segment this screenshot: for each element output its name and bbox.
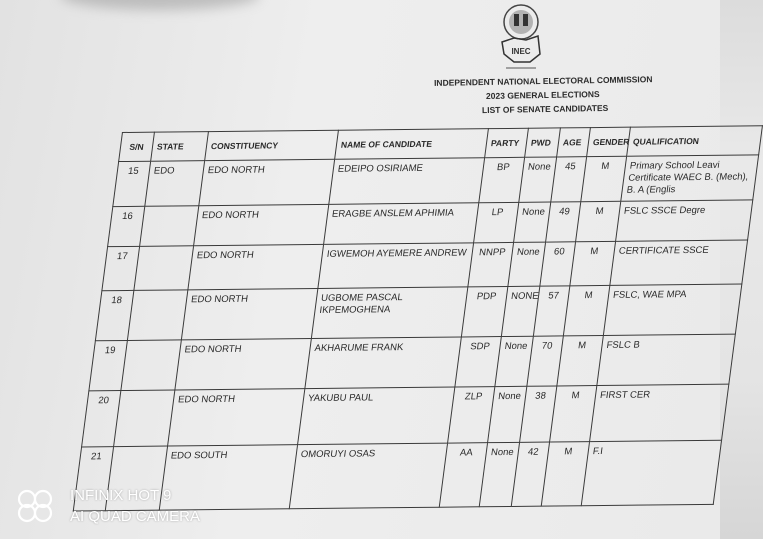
- cell-state: [140, 206, 199, 247]
- cell-sn: 20: [82, 391, 121, 447]
- cell-sn: 21: [73, 447, 113, 511]
- table-row: [113, 155, 759, 207]
- cell-sn: 15: [113, 161, 151, 206]
- cell-party: PDP: [461, 286, 508, 336]
- inec-logo-icon: [492, 2, 550, 76]
- cell-gender: M: [550, 386, 597, 442]
- cell-party: NNPP: [468, 242, 514, 286]
- cell-gender: M: [581, 156, 627, 201]
- cell-pwd: None: [495, 336, 534, 386]
- watermark-line-2: AI QUAD CAMERA: [70, 508, 201, 525]
- svg-text:INEC: INEC: [511, 47, 531, 56]
- cell-sn: 18: [95, 290, 134, 340]
- cell-sn: 19: [89, 340, 128, 390]
- cell-party: LP: [474, 202, 519, 242]
- watermark-line-1: INFINIX HOT 9: [70, 487, 172, 504]
- cell-age: 38: [520, 386, 557, 442]
- cell-gender: M: [557, 335, 604, 385]
- cell-pwd: NONE: [501, 286, 540, 336]
- cell-age: 60: [540, 242, 576, 286]
- cell-state: [114, 390, 175, 447]
- cell-pwd: None: [519, 157, 557, 202]
- cell-qualification: FSLC B: [597, 334, 735, 385]
- cell-gender: M: [570, 241, 616, 285]
- table-row: [82, 384, 729, 447]
- col-header-constituency: CONSTITUENCY: [205, 130, 339, 160]
- cell-name: UGBOME PASCAL IKPEMOGHENA: [311, 287, 467, 339]
- cell-pwd: None: [488, 386, 527, 442]
- cell-name: OMORUYI OSAS: [289, 443, 447, 509]
- cell-age: 42: [511, 442, 549, 506]
- cell-qualification: Primary School Leavi Certificate WAEC B. (Mech), B. A (Englis: [621, 155, 759, 201]
- col-header-qualification: QUALIFICATION: [627, 126, 763, 156]
- cell-pwd: None: [479, 442, 519, 506]
- col-header-name: NAME OF CANDIDATE: [335, 129, 489, 160]
- cell-party: AA: [439, 443, 487, 508]
- cell-name: EDEIPO OSIRIAME: [329, 158, 485, 205]
- table-row: [89, 334, 735, 391]
- candidates-table: [73, 125, 763, 511]
- cell-constituency: EDO NORTH: [175, 339, 311, 390]
- cell-gender: M: [541, 442, 589, 507]
- cell-age: 49: [546, 202, 581, 242]
- cell-state: [134, 246, 194, 291]
- cell-party: ZLP: [448, 387, 495, 443]
- cell-constituency: EDO NORTH: [194, 204, 329, 245]
- cell-state: EDO: [145, 161, 205, 207]
- col-header-party: PARTY: [485, 128, 529, 157]
- document-title: INDEPENDENT NATIONAL ELECTORAL COMMISSION: [433, 74, 653, 88]
- cell-qualification: CERTIFICATE SSCE: [610, 240, 748, 285]
- col-header-state: STATE: [151, 132, 209, 162]
- cell-sn: 16: [108, 206, 145, 246]
- cell-pwd: None: [514, 202, 551, 242]
- cell-constituency: EDO NORTH: [188, 244, 324, 289]
- cell-state: [121, 340, 182, 391]
- cell-name: AKHARUME FRANK: [305, 337, 461, 389]
- cell-gender: M: [576, 201, 621, 241]
- col-header-age: AGE: [557, 128, 591, 157]
- cell-age: 57: [533, 286, 570, 336]
- candidates-table-wrapper: [70, 125, 762, 532]
- cell-age: 45: [551, 157, 587, 202]
- cell-qualification: FSLC SSCE Degre: [616, 200, 753, 241]
- camera-brand-icon: [16, 487, 56, 523]
- cell-state: [127, 290, 188, 341]
- col-header-sn: S/N: [119, 132, 155, 161]
- col-header-gender: GENDER: [587, 127, 631, 156]
- cell-constituency: EDO NORTH: [168, 389, 305, 446]
- cell-gender: M: [563, 285, 610, 335]
- cell-party: SDP: [455, 337, 502, 387]
- cell-qualification: FIRST CER: [590, 384, 729, 441]
- cell-qualification: FSLC, WAE MPA: [603, 284, 741, 335]
- document-subtitle: 2023 GENERAL ELECTIONS: [485, 89, 600, 101]
- cell-name: ERAGBE ANSLEM APHIMIA: [324, 203, 479, 245]
- table-row: [108, 200, 753, 247]
- table-row: [102, 240, 748, 291]
- cell-constituency: EDO NORTH: [199, 159, 335, 205]
- cell-qualification: F.I: [581, 440, 721, 505]
- cell-pwd: None: [508, 242, 546, 286]
- document-list-title: LIST OF SENATE CANDIDATES: [481, 102, 609, 116]
- cell-age: 70: [527, 336, 564, 386]
- cell-constituency: EDO NORTH: [181, 288, 317, 339]
- cell-sn: 17: [102, 246, 140, 290]
- camera-watermark: [70, 485, 200, 527]
- cell-name: IGWEMOH AYEMERE ANDREW: [318, 243, 474, 289]
- cell-constituency: EDO SOUTH: [159, 445, 297, 510]
- col-header-pwd: PWD: [525, 128, 561, 157]
- cell-party: BP: [479, 157, 525, 202]
- shadow: [60, 0, 260, 10]
- cell-name: YAKUBU PAUL: [298, 387, 455, 445]
- table-row: [95, 284, 741, 341]
